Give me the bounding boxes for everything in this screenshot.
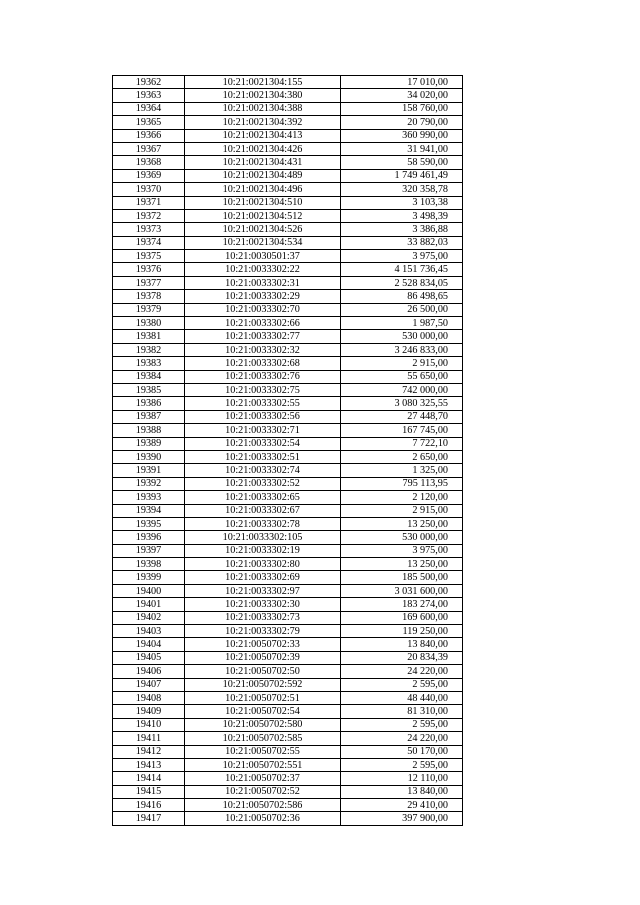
amount-cell: 2 595,00 [341, 678, 463, 691]
row-number-cell: 19413 [113, 758, 185, 771]
table-row [113, 691, 463, 704]
table-row [113, 370, 463, 383]
table-row [113, 102, 463, 115]
amount-cell: 1 987,50 [341, 317, 463, 330]
table-row [113, 531, 463, 544]
amount-cell: 3 975,00 [341, 544, 463, 557]
cadastral-number-cell: 10:21:0021304:413 [185, 129, 341, 142]
cadastral-number-cell: 10:21:0050702:551 [185, 758, 341, 771]
row-number-cell: 19376 [113, 263, 185, 276]
table-row [113, 611, 463, 624]
table-row [113, 558, 463, 571]
cadastral-number-cell: 10:21:0021304:512 [185, 209, 341, 222]
amount-cell: 13 840,00 [341, 785, 463, 798]
amount-cell: 530 000,00 [341, 330, 463, 343]
row-number-cell: 19382 [113, 343, 185, 356]
cadastral-number-cell: 10:21:0033302:70 [185, 303, 341, 316]
cadastral-number-cell: 10:21:0050702:50 [185, 665, 341, 678]
amount-cell: 58 590,00 [341, 156, 463, 169]
table-row [113, 517, 463, 530]
row-number-cell: 19384 [113, 370, 185, 383]
row-number-cell: 19402 [113, 611, 185, 624]
cadastral-number-cell: 10:21:0033302:55 [185, 397, 341, 410]
row-number-cell: 19381 [113, 330, 185, 343]
cadastral-number-cell: 10:21:0033302:78 [185, 517, 341, 530]
cadastral-number-cell: 10:21:0050702:580 [185, 718, 341, 731]
row-number-cell: 19404 [113, 638, 185, 651]
cadastral-number-cell: 10:21:0050702:52 [185, 785, 341, 798]
table-row [113, 772, 463, 785]
row-number-cell: 19368 [113, 156, 185, 169]
table-row [113, 625, 463, 638]
amount-cell: 169 600,00 [341, 611, 463, 624]
row-number-cell: 19371 [113, 196, 185, 209]
cadastral-number-cell: 10:21:0021304:534 [185, 236, 341, 249]
amount-cell: 81 310,00 [341, 705, 463, 718]
amount-cell: 397 900,00 [341, 812, 463, 825]
cadastral-number-cell: 10:21:0033302:79 [185, 625, 341, 638]
cadastral-number-cell: 10:21:0033302:68 [185, 357, 341, 370]
table-row [113, 263, 463, 276]
amount-cell: 742 000,00 [341, 383, 463, 396]
amount-cell: 119 250,00 [341, 625, 463, 638]
cadastral-number-cell: 10:21:0033302:51 [185, 450, 341, 463]
cadastral-number-cell: 10:21:0033302:73 [185, 611, 341, 624]
table-row [113, 276, 463, 289]
row-number-cell: 19363 [113, 89, 185, 102]
row-number-cell: 19383 [113, 357, 185, 370]
row-number-cell: 19386 [113, 397, 185, 410]
table-row [113, 477, 463, 490]
row-number-cell: 19377 [113, 276, 185, 289]
table-row [113, 156, 463, 169]
table-row [113, 209, 463, 222]
row-number-cell: 19399 [113, 571, 185, 584]
table-row [113, 571, 463, 584]
amount-cell: 185 500,00 [341, 571, 463, 584]
amount-cell: 3 975,00 [341, 250, 463, 263]
table-row [113, 745, 463, 758]
table-row [113, 718, 463, 731]
cadastral-number-cell: 10:21:0033302:71 [185, 424, 341, 437]
table-row [113, 116, 463, 129]
table-row [113, 785, 463, 798]
row-number-cell: 19417 [113, 812, 185, 825]
amount-cell: 27 448,70 [341, 410, 463, 423]
row-number-cell: 19400 [113, 584, 185, 597]
row-number-cell: 19380 [113, 317, 185, 330]
row-number-cell: 19407 [113, 678, 185, 691]
table-row [113, 450, 463, 463]
amount-cell: 13 250,00 [341, 517, 463, 530]
cadastral-number-cell: 10:21:0033302:67 [185, 504, 341, 517]
row-number-cell: 19401 [113, 598, 185, 611]
row-number-cell: 19366 [113, 129, 185, 142]
amount-cell: 3 246 833,00 [341, 343, 463, 356]
table-row [113, 812, 463, 825]
row-number-cell: 19397 [113, 544, 185, 557]
cadastral-number-cell: 10:21:0050702:36 [185, 812, 341, 825]
cadastral-number-cell: 10:21:0033302:77 [185, 330, 341, 343]
amount-cell: 13 250,00 [341, 558, 463, 571]
table-row [113, 330, 463, 343]
amount-cell: 34 020,00 [341, 89, 463, 102]
cadastral-number-cell: 10:21:0033302:80 [185, 558, 341, 571]
row-number-cell: 19412 [113, 745, 185, 758]
cadastral-number-cell: 10:21:0033302:32 [185, 343, 341, 356]
table-row [113, 651, 463, 664]
table-row [113, 638, 463, 651]
row-number-cell: 19406 [113, 665, 185, 678]
cadastral-number-cell: 10:21:0033302:105 [185, 531, 341, 544]
table-row [113, 584, 463, 597]
row-number-cell: 19385 [113, 383, 185, 396]
amount-cell: 320 358,78 [341, 183, 463, 196]
row-number-cell: 19395 [113, 517, 185, 530]
table-row [113, 410, 463, 423]
amount-cell: 1 325,00 [341, 464, 463, 477]
amount-cell: 20 790,00 [341, 116, 463, 129]
row-number-cell: 19370 [113, 183, 185, 196]
cadastral-number-cell: 10:21:0033302:19 [185, 544, 341, 557]
cadastral-number-cell: 10:21:0050702:33 [185, 638, 341, 651]
amount-cell: 12 110,00 [341, 772, 463, 785]
amount-cell: 2 595,00 [341, 718, 463, 731]
table-row [113, 491, 463, 504]
amount-cell: 7 722,10 [341, 437, 463, 450]
row-number-cell: 19416 [113, 799, 185, 812]
row-number-cell: 19392 [113, 477, 185, 490]
amount-cell: 2 915,00 [341, 504, 463, 517]
amount-cell: 1 749 461,49 [341, 169, 463, 182]
table-row [113, 678, 463, 691]
amount-cell: 2 650,00 [341, 450, 463, 463]
amount-cell: 2 915,00 [341, 357, 463, 370]
table-row [113, 357, 463, 370]
row-number-cell: 19374 [113, 236, 185, 249]
row-number-cell: 19387 [113, 410, 185, 423]
amount-cell: 3 386,88 [341, 223, 463, 236]
table-row [113, 504, 463, 517]
table-row [113, 343, 463, 356]
amount-cell: 3 498,39 [341, 209, 463, 222]
row-number-cell: 19367 [113, 142, 185, 155]
table-row [113, 464, 463, 477]
data-table [112, 75, 463, 826]
row-number-cell: 19388 [113, 424, 185, 437]
row-number-cell: 19391 [113, 464, 185, 477]
table-row [113, 383, 463, 396]
cadastral-number-cell: 10:21:0021304:496 [185, 183, 341, 196]
cadastral-number-cell: 10:21:0033302:31 [185, 276, 341, 289]
amount-cell: 360 990,00 [341, 129, 463, 142]
cadastral-number-cell: 10:21:0050702:39 [185, 651, 341, 664]
cadastral-number-cell: 10:21:0033302:69 [185, 571, 341, 584]
cadastral-number-cell: 10:21:0050702:37 [185, 772, 341, 785]
table-row [113, 89, 463, 102]
cadastral-number-cell: 10:21:0021304:489 [185, 169, 341, 182]
amount-cell: 3 080 325,55 [341, 397, 463, 410]
table-row [113, 598, 463, 611]
cadastral-number-cell: 10:21:0021304:526 [185, 223, 341, 236]
row-number-cell: 19393 [113, 491, 185, 504]
cadastral-number-cell: 10:21:0050702:51 [185, 691, 341, 704]
row-number-cell: 19364 [113, 102, 185, 115]
amount-cell: 530 000,00 [341, 531, 463, 544]
amount-cell: 29 410,00 [341, 799, 463, 812]
cadastral-number-cell: 10:21:0050702:585 [185, 732, 341, 745]
table-row [113, 799, 463, 812]
cadastral-number-cell: 10:21:0021304:426 [185, 142, 341, 155]
amount-cell: 24 220,00 [341, 665, 463, 678]
row-number-cell: 19378 [113, 290, 185, 303]
table-row [113, 223, 463, 236]
row-number-cell: 19414 [113, 772, 185, 785]
amount-cell: 24 220,00 [341, 732, 463, 745]
row-number-cell: 19375 [113, 250, 185, 263]
cadastral-number-cell: 10:21:0033302:30 [185, 598, 341, 611]
amount-cell: 2 595,00 [341, 758, 463, 771]
row-number-cell: 19408 [113, 691, 185, 704]
cadastral-number-cell: 10:21:0033302:74 [185, 464, 341, 477]
cadastral-number-cell: 10:21:0033302:54 [185, 437, 341, 450]
cadastral-number-cell: 10:21:0021304:388 [185, 102, 341, 115]
amount-cell: 795 113,95 [341, 477, 463, 490]
table-row [113, 196, 463, 209]
table-row [113, 424, 463, 437]
table-row [113, 758, 463, 771]
amount-cell: 48 440,00 [341, 691, 463, 704]
table-row [113, 732, 463, 745]
row-number-cell: 19389 [113, 437, 185, 450]
cadastral-number-cell: 10:21:0033302:29 [185, 290, 341, 303]
amount-cell: 3 103,38 [341, 196, 463, 209]
table-row [113, 183, 463, 196]
row-number-cell: 19415 [113, 785, 185, 798]
amount-cell: 183 274,00 [341, 598, 463, 611]
table-row [113, 76, 463, 89]
table-row [113, 250, 463, 263]
amount-cell: 26 500,00 [341, 303, 463, 316]
cadastral-number-cell: 10:21:0033302:66 [185, 317, 341, 330]
cadastral-number-cell: 10:21:0021304:380 [185, 89, 341, 102]
cadastral-number-cell: 10:21:0033302:65 [185, 491, 341, 504]
table-row [113, 665, 463, 678]
cadastral-number-cell: 10:21:0050702:54 [185, 705, 341, 718]
cadastral-number-cell: 10:21:0021304:155 [185, 76, 341, 89]
cadastral-number-cell: 10:21:0050702:55 [185, 745, 341, 758]
cadastral-number-cell: 10:21:0050702:592 [185, 678, 341, 691]
row-number-cell: 19398 [113, 558, 185, 571]
table-row [113, 397, 463, 410]
row-number-cell: 19372 [113, 209, 185, 222]
amount-cell: 2 528 834,05 [341, 276, 463, 289]
row-number-cell: 19394 [113, 504, 185, 517]
amount-cell: 158 760,00 [341, 102, 463, 115]
row-number-cell: 19379 [113, 303, 185, 316]
table-row [113, 317, 463, 330]
amount-cell: 31 941,00 [341, 142, 463, 155]
amount-cell: 167 745,00 [341, 424, 463, 437]
cadastral-number-cell: 10:21:0033302:56 [185, 410, 341, 423]
row-number-cell: 19410 [113, 718, 185, 731]
row-number-cell: 19373 [113, 223, 185, 236]
cadastral-number-cell: 10:21:0050702:586 [185, 799, 341, 812]
amount-cell: 3 031 600,00 [341, 584, 463, 597]
table-row [113, 129, 463, 142]
table-row [113, 303, 463, 316]
row-number-cell: 19365 [113, 116, 185, 129]
amount-cell: 86 498,65 [341, 290, 463, 303]
cadastral-number-cell: 10:21:0021304:510 [185, 196, 341, 209]
amount-cell: 13 840,00 [341, 638, 463, 651]
row-number-cell: 19411 [113, 732, 185, 745]
table-body [113, 76, 463, 826]
amount-cell: 17 010,00 [341, 76, 463, 89]
row-number-cell: 19396 [113, 531, 185, 544]
table-row [113, 236, 463, 249]
amount-cell: 33 882,03 [341, 236, 463, 249]
row-number-cell: 19409 [113, 705, 185, 718]
cadastral-number-cell: 10:21:0021304:431 [185, 156, 341, 169]
cadastral-number-cell: 10:21:0033302:97 [185, 584, 341, 597]
row-number-cell: 19390 [113, 450, 185, 463]
cadastral-number-cell: 10:21:0033302:75 [185, 383, 341, 396]
amount-cell: 55 650,00 [341, 370, 463, 383]
amount-cell: 4 151 736,45 [341, 263, 463, 276]
amount-cell: 50 170,00 [341, 745, 463, 758]
table-row [113, 169, 463, 182]
cadastral-number-cell: 10:21:0030501:37 [185, 250, 341, 263]
table-row [113, 544, 463, 557]
table-row [113, 290, 463, 303]
amount-cell: 2 120,00 [341, 491, 463, 504]
cadastral-number-cell: 10:21:0033302:76 [185, 370, 341, 383]
table-row [113, 705, 463, 718]
row-number-cell: 19362 [113, 76, 185, 89]
cadastral-number-cell: 10:21:0033302:22 [185, 263, 341, 276]
table-row [113, 142, 463, 155]
row-number-cell: 19403 [113, 625, 185, 638]
cadastral-number-cell: 10:21:0021304:392 [185, 116, 341, 129]
cadastral-number-cell: 10:21:0033302:52 [185, 477, 341, 490]
table-row [113, 437, 463, 450]
row-number-cell: 19405 [113, 651, 185, 664]
amount-cell: 20 834,39 [341, 651, 463, 664]
row-number-cell: 19369 [113, 169, 185, 182]
